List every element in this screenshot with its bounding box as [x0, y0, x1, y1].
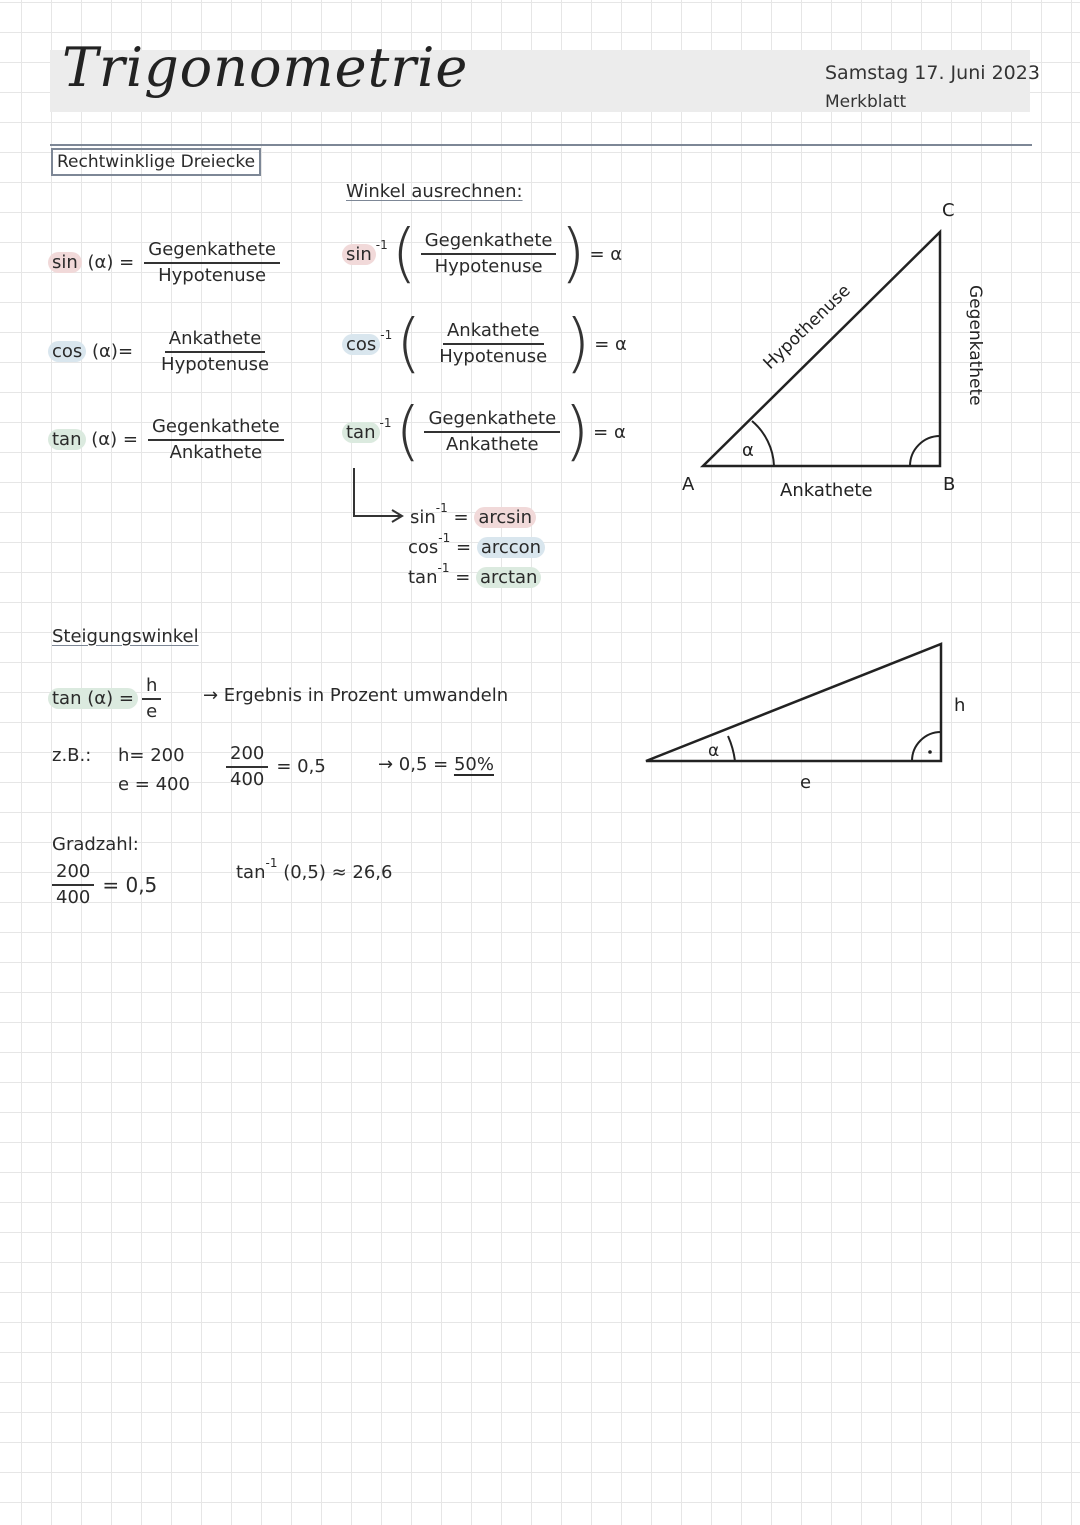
- height-label: h: [954, 695, 966, 716]
- cos-arg: (α)=: [92, 341, 134, 363]
- adjacent-label: Ankathete: [780, 480, 873, 501]
- inverse-cos-label: cos: [342, 334, 380, 355]
- alias-arctan-fn: tan: [408, 567, 438, 588]
- run-label: e: [800, 772, 812, 793]
- percent-conversion-note: → Ergebnis in Prozent umwandeln: [203, 685, 509, 706]
- formula-tan: [48, 417, 284, 463]
- inverse-sin-result: = α: [589, 243, 623, 265]
- section-heading-right-triangles: Rechtwinklige Dreiecke: [51, 148, 261, 176]
- left-paren: (: [396, 307, 422, 381]
- vertex-c: C: [942, 200, 955, 221]
- inverse-sin-denominator: Hypotenuse: [434, 256, 543, 277]
- alias-arccon-fn: cos: [408, 537, 439, 558]
- alias-arctan-exp: -1: [437, 561, 450, 575]
- arctan-rest: (0,5) ≈ 26,6: [283, 862, 393, 883]
- tan-numerator: Gegenkathete: [148, 417, 284, 441]
- header-divider: [50, 144, 1032, 146]
- right-paren: ): [564, 395, 590, 469]
- inverse-sin-numerator: Gegenkathete: [421, 231, 557, 255]
- degree-frac-result: = 0,5: [102, 872, 158, 897]
- triangle-outline: [703, 232, 940, 466]
- alias-arccon-exp: -1: [438, 531, 451, 545]
- alias-arcsin: [410, 501, 536, 528]
- sheet-type-label: Merkblatt: [825, 92, 907, 112]
- alias-arccon-name: arccon: [477, 537, 545, 558]
- slope-tan-label: tan (α) =: [48, 688, 138, 709]
- alias-arcsin-eq: =: [453, 507, 469, 528]
- opposite-label: Gegenkathete: [965, 285, 985, 406]
- vertex-a: A: [682, 474, 695, 495]
- example-frac-num: 200: [226, 744, 268, 768]
- inverse-tan-result: = α: [593, 421, 626, 443]
- alias-arctan: [408, 561, 541, 588]
- slope-triangle-outline: [646, 644, 941, 761]
- sin-numerator: Gegenkathete: [144, 240, 280, 264]
- alias-arcsin-exp: -1: [435, 501, 448, 515]
- sin-denominator: Hypotenuse: [158, 264, 267, 286]
- angle-calc-heading: Winkel ausrechnen:: [346, 181, 523, 202]
- sin-label: sin: [48, 252, 82, 273]
- right-paren: ): [560, 217, 586, 291]
- slope-triangle-diagram: [640, 636, 1000, 806]
- right-angle-dot: [928, 750, 932, 754]
- section-heading-slope: Steigungswinkel: [52, 626, 199, 647]
- formula-sin: [48, 240, 280, 286]
- sin-arg: (α) =: [87, 252, 135, 274]
- alias-connector-arrow: [340, 464, 410, 524]
- percent-result: [378, 754, 494, 775]
- inverse-sin: [342, 217, 623, 291]
- page-title: Trigonometrie: [62, 36, 469, 99]
- left-paren: (: [395, 395, 421, 469]
- cos-numerator: Ankathete: [165, 329, 266, 353]
- hypotenuse-label: Hypothenuse: [759, 280, 855, 374]
- alias-arctan-name: arctan: [476, 567, 541, 588]
- right-triangle-diagram: [670, 190, 1010, 510]
- inverse-tan-denominator: Ankathete: [446, 434, 539, 455]
- right-paren: ): [565, 307, 591, 381]
- arctan-result: [236, 856, 393, 883]
- inverse-cos: [342, 307, 627, 381]
- inverse-tan-label: tan: [342, 422, 380, 443]
- inverse-cos-denominator: Hypotenuse: [439, 346, 548, 367]
- alias-arctan-eq: =: [455, 567, 471, 588]
- percent-value: 50%: [453, 754, 494, 775]
- degree-fraction: [52, 862, 157, 908]
- slope-numerator: h: [142, 676, 161, 700]
- slope-angle-arc: [728, 736, 735, 761]
- alias-arcsin-fn: sin: [410, 507, 436, 528]
- date-label: Samstag 17. Juni 2023: [825, 62, 1040, 84]
- arctan-fn: tan: [236, 862, 266, 883]
- vertex-b: B: [943, 474, 956, 495]
- inverse-cos-exp: -1: [380, 327, 393, 342]
- percent-prefix: → 0,5 =: [378, 754, 449, 775]
- degree-frac-den: 400: [56, 886, 91, 908]
- inverse-tan: [342, 395, 626, 469]
- formula-cos: [48, 329, 273, 375]
- left-paren: (: [391, 217, 417, 291]
- example-h: h= 200: [118, 745, 185, 766]
- inverse-sin-label: sin: [342, 244, 376, 265]
- right-angle-arc: [910, 436, 940, 466]
- alias-arccon-eq: =: [456, 537, 472, 558]
- inverse-tan-numerator: Gegenkathete: [424, 409, 560, 433]
- tan-label: tan: [48, 429, 86, 450]
- example-label: z.B.:: [52, 745, 92, 766]
- tan-arg: (α) =: [91, 429, 138, 451]
- cos-denominator: Hypotenuse: [161, 353, 270, 375]
- example-frac-result: = 0,5: [276, 756, 326, 778]
- alias-arcsin-name: arcsin: [474, 507, 536, 528]
- degree-heading: Gradzahl:: [52, 834, 139, 855]
- slope-formula: [48, 676, 161, 722]
- inverse-cos-result: = α: [594, 333, 627, 355]
- slope-denominator: e: [146, 700, 158, 722]
- angle-alpha-label: α: [742, 440, 754, 461]
- tan-denominator: Ankathete: [169, 441, 263, 463]
- inverse-cos-numerator: Ankathete: [443, 321, 544, 345]
- inverse-sin-exp: -1: [375, 237, 388, 252]
- degree-frac-num: 200: [52, 862, 94, 886]
- arctan-exp: -1: [265, 856, 278, 870]
- slope-right-angle-arc: [912, 732, 941, 761]
- example-e: e = 400: [118, 774, 190, 795]
- slope-angle-label: α: [708, 741, 720, 761]
- example-fraction: [226, 744, 326, 790]
- inverse-tan-exp: -1: [379, 415, 392, 430]
- cos-label: cos: [48, 341, 86, 362]
- example-frac-den: 400: [230, 768, 265, 790]
- angle-arc: [752, 421, 774, 466]
- alias-arccon: [408, 531, 545, 558]
